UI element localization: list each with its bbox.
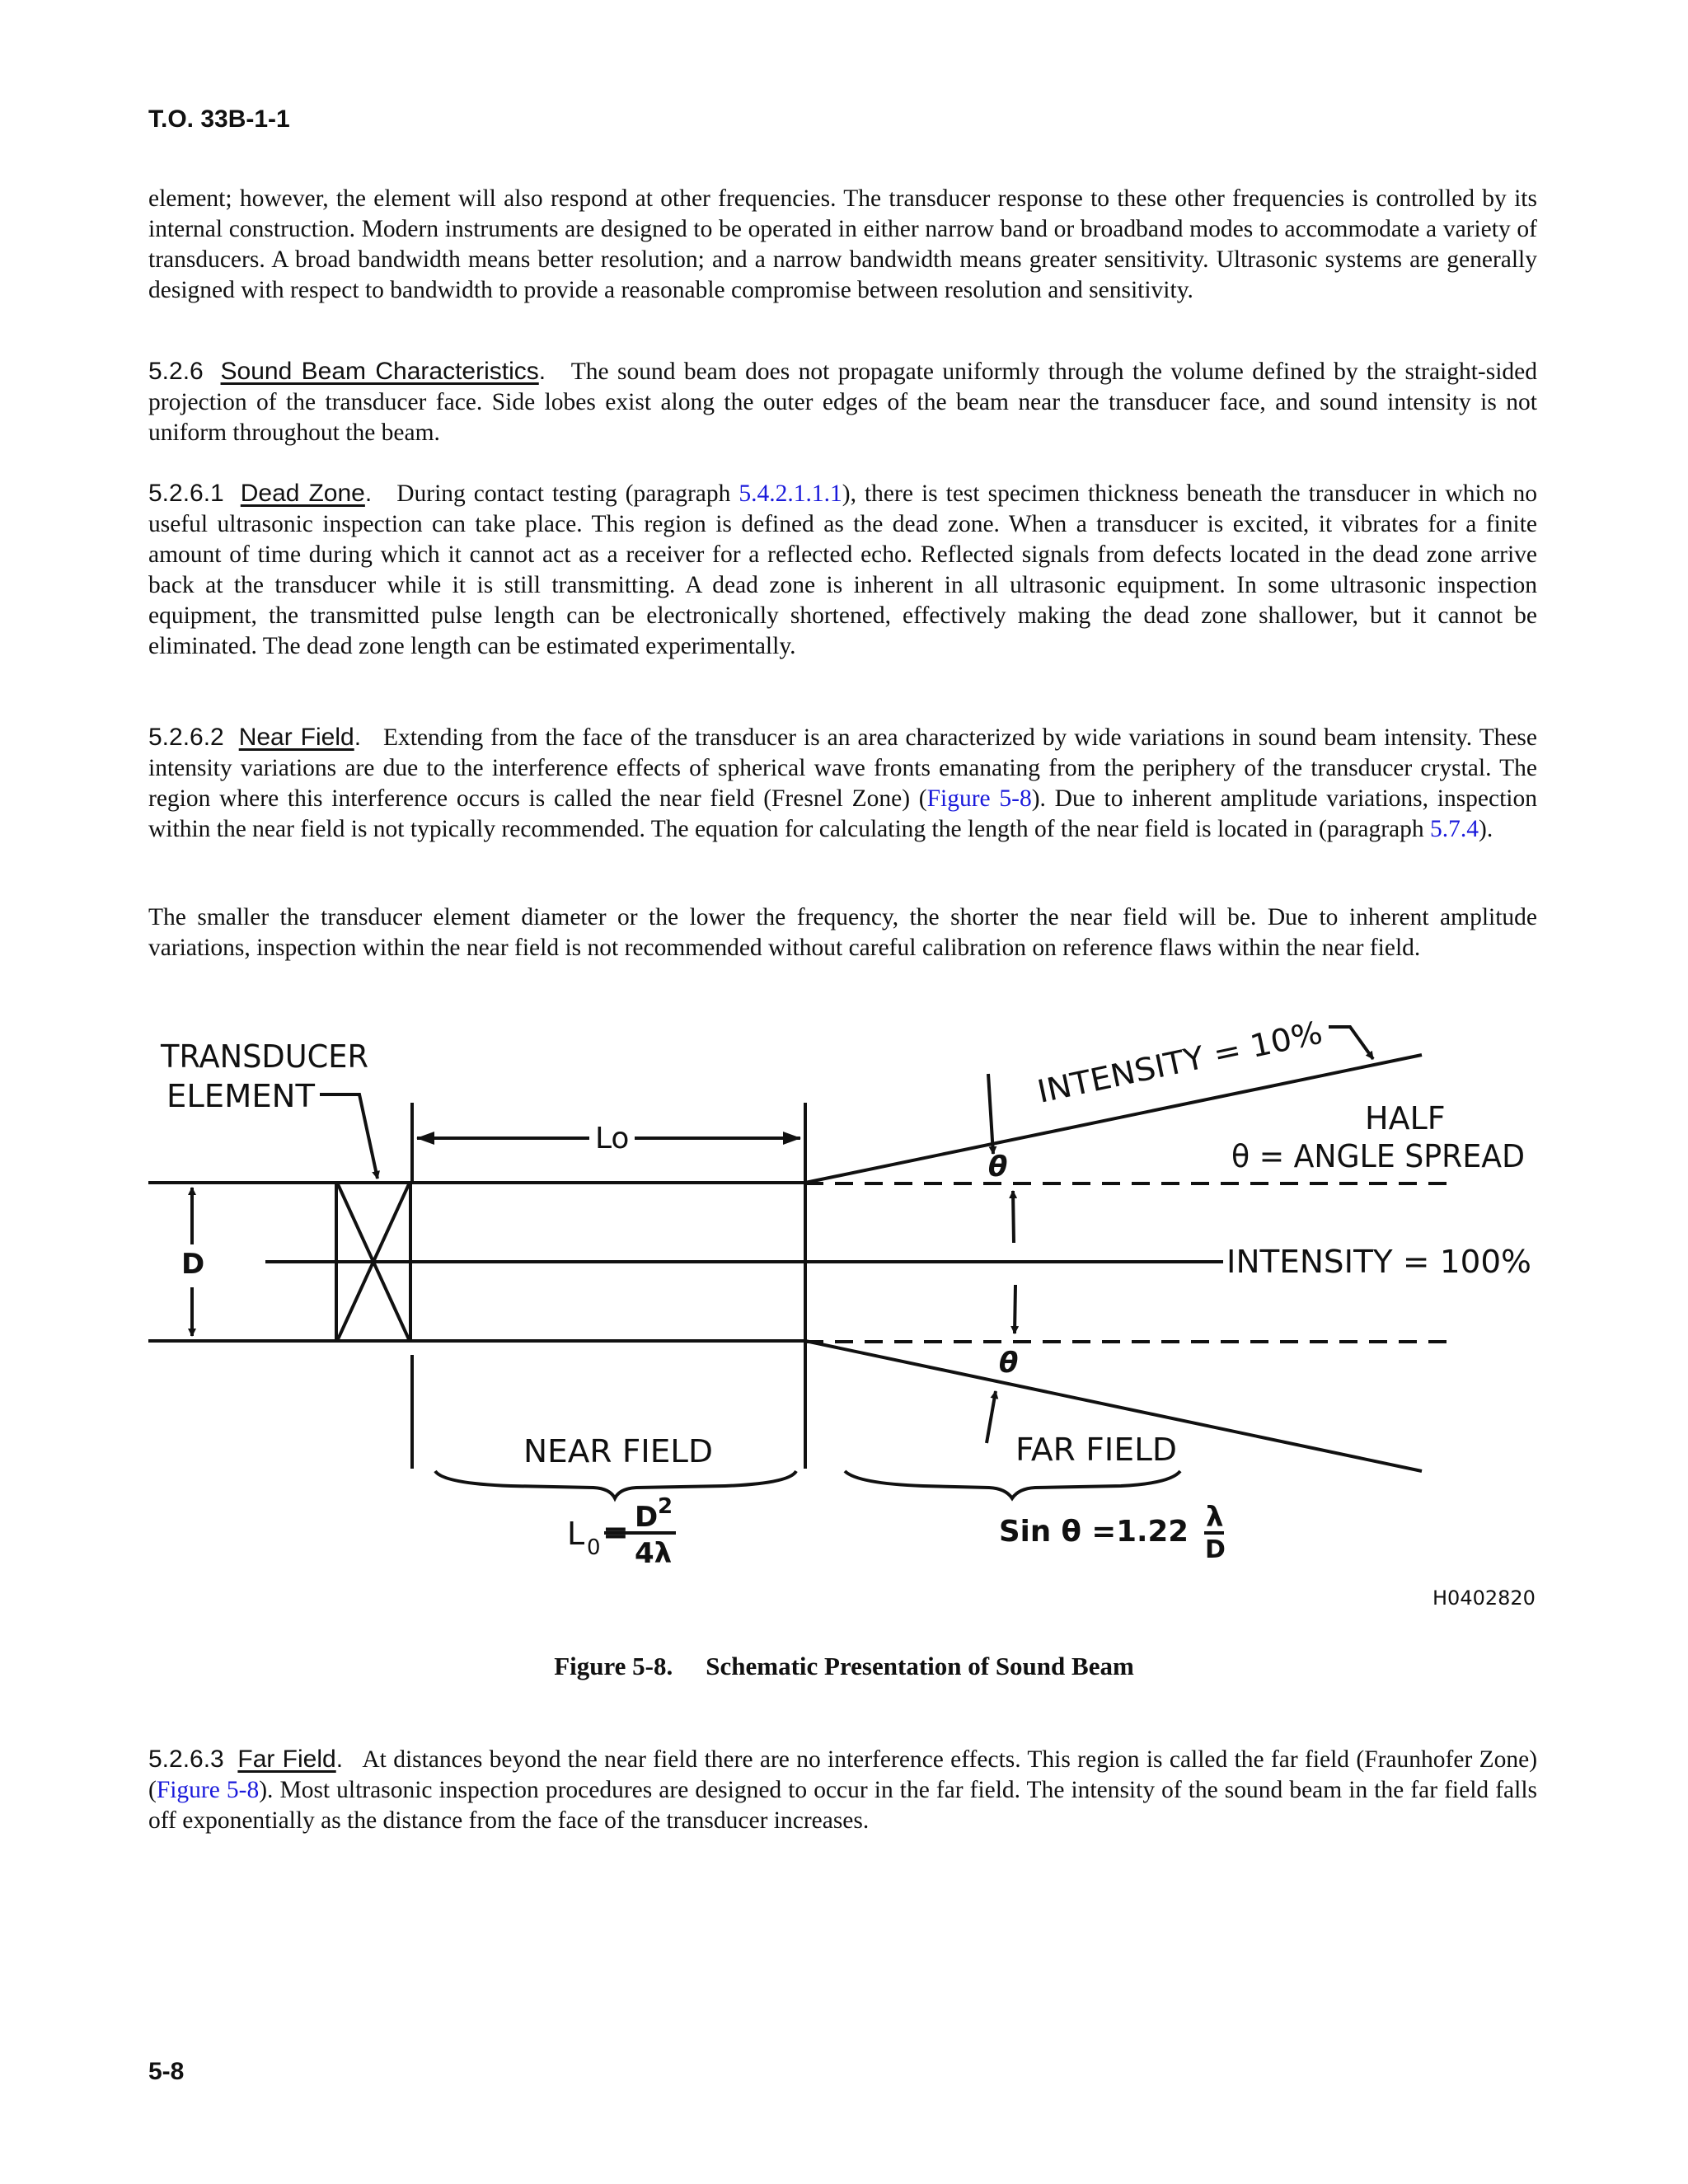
section-number: 5.2.6 bbox=[148, 358, 204, 385]
theta-arrow-upper-top bbox=[988, 1074, 993, 1154]
section-5-2-6-3 bbox=[148, 1744, 1537, 1836]
figure-caption bbox=[0, 1652, 1688, 1681]
figure-link-5-8[interactable]: Figure 5-8 bbox=[926, 785, 1032, 812]
transducer-leader bbox=[320, 1094, 377, 1179]
label-theta-lower: θ bbox=[999, 1347, 1019, 1380]
section-title: Near Field bbox=[238, 724, 354, 751]
label-angle-spread: θ = ANGLE SPREAD bbox=[1231, 1138, 1525, 1174]
label-half: HALF bbox=[1365, 1100, 1446, 1137]
figure-id: H0402820 bbox=[1432, 1586, 1536, 1610]
far-eq-lhs: Sin θ =1.22 bbox=[999, 1515, 1189, 1549]
section-number: 5.2.6.3 bbox=[148, 1746, 224, 1773]
far-eq-numerator: λ bbox=[1206, 1501, 1224, 1534]
page-number: 5-8 bbox=[148, 2058, 185, 2085]
section-text-b: ), there is test specimen thickness beneath the transducer in which no useful ultrasonic inspection can take place. This region is defined as the dead zone. When a transducer is excited, it vibrates for a finite amount of time during which it cannot act as a receiver for a reflected echo. Reflected signals from defects located in the dead zone arrive back at the transducer while it is still transmitting. A dead zone is inherent in all ultrasonic equipment. In some ultrasonic inspection equipment, the transmitted pulse length can be electronically shortened, effectively making the dead zone shallower, but it cannot be eliminated. The dead zone length can be estimated experimentally. bbox=[148, 480, 1538, 659]
near-field-brace bbox=[435, 1471, 796, 1498]
section-text: The sound beam does not propagate uniformly through the volume defined by the straight-sided projection of the transducer face. Side lobes exist along the outer edges of the beam near the transducer face, and sound intensity is not uniform throughout the beam. bbox=[148, 359, 1538, 446]
label-theta-upper: θ bbox=[988, 1151, 1008, 1183]
section-dot: . bbox=[335, 1746, 344, 1773]
section-title: Far Field bbox=[237, 1746, 336, 1773]
section-text-c: ). bbox=[1479, 816, 1493, 842]
label-transducer-line1: TRANSDUCER bbox=[160, 1038, 368, 1075]
near-eq-numerator: D bbox=[635, 1501, 659, 1534]
near-eq-denominator: 4λ bbox=[635, 1537, 673, 1570]
section-title: Dead Zone bbox=[240, 480, 365, 507]
theta-arrow-upper-bottom bbox=[1013, 1191, 1014, 1243]
far-field-brace bbox=[845, 1471, 1180, 1498]
label-lo: Lo bbox=[595, 1122, 630, 1155]
near-eq-equals-visible: = bbox=[603, 1514, 629, 1550]
section-text-b: ). Due to inherent amplitude variations, inspection within the near field is not typically recommended. The equation for calculating the length of the near field is located in (paragraph bbox=[148, 785, 1538, 842]
paragraph-intro: element; however, the element will also respond at other frequencies. The transducer response to these other frequencies is controlled by its internal construction. Modern instruments are designed to be operated in either narrow band or broadband modes to accommodate a variety of transducers. A broad bandwidth means better resolution; and a narrow bandwidth means greater sensitivity. Ultrasonic systems are generally designed with respect to bandwidth to provide a reasonable compromise between resolution and sensitivity. bbox=[148, 185, 1537, 303]
section-number: 5.2.6.2 bbox=[148, 724, 224, 751]
label-near-field: NEAR FIELD bbox=[523, 1433, 713, 1469]
section-text-a: During contact testing (paragraph bbox=[396, 480, 739, 507]
section-text-b: ). Most ultrasonic inspection procedures are designed to occur in the far field. The intensity of the sound beam in the far field falls off exponentially as the distance from the face of the transducer increases. bbox=[148, 1777, 1537, 1834]
intensity-10-leader bbox=[1329, 1027, 1373, 1059]
label-far-field: FAR FIELD bbox=[1015, 1432, 1177, 1468]
label-intensity-100: INTENSITY = 100% bbox=[1226, 1244, 1531, 1280]
section-text-a: Extending from the face of the transducer is an area characterized by wide variations in sound beam intensity. These intensity variations are due to the interference effects of spherical wave fronts emanating from the periphery of the transducer crystal. The region where this interference occurs is called the near field (Fresnel Zone) ( bbox=[148, 724, 1538, 812]
section-text-a: At distances beyond the near field there are no interference effects. This region is called the far field (Fraunhofer Zone) ( bbox=[148, 1746, 1538, 1803]
label-d: D bbox=[181, 1248, 205, 1281]
section-dot: . bbox=[364, 480, 373, 507]
caption-title: Schematic Presentation of Sound Beam bbox=[706, 1652, 1134, 1680]
figure-link-5-8[interactable]: Figure 5-8 bbox=[156, 1777, 260, 1803]
caption-number: Figure 5-8. bbox=[554, 1652, 673, 1680]
paragraph-near-field-note: The smaller the transducer element diameter or the lower the frequency, the shorter the near field will be. Due to inherent amplitude variations, inspection within the near field is not recommended without careful calibration on reference flaws within the near field. bbox=[148, 904, 1537, 961]
near-eq-superscript: 2 bbox=[658, 1494, 673, 1519]
label-transducer-line2: ELEMENT bbox=[166, 1078, 316, 1114]
section-number: 5.2.6.1 bbox=[148, 480, 224, 507]
near-eq-sub: 0 bbox=[587, 1535, 601, 1560]
paragraph-link-5-7-4[interactable]: 5.7.4 bbox=[1430, 816, 1479, 842]
section-dot: . bbox=[354, 724, 362, 751]
paragraph-link-5-4-2-1-1-1[interactable]: 5.4.2.1.1.1 bbox=[738, 480, 842, 507]
section-dot: . bbox=[538, 358, 546, 385]
label-intensity-10: INTENSITY = 10% bbox=[1034, 1016, 1314, 1110]
far-eq-denominator: D bbox=[1205, 1535, 1226, 1564]
near-eq-lhs: L bbox=[567, 1516, 585, 1552]
section-title: Sound Beam Characteristics bbox=[220, 358, 539, 385]
running-head: T.O. 33B-1-1 bbox=[148, 105, 290, 133]
theta-arrow-lower-bottom bbox=[987, 1391, 996, 1443]
